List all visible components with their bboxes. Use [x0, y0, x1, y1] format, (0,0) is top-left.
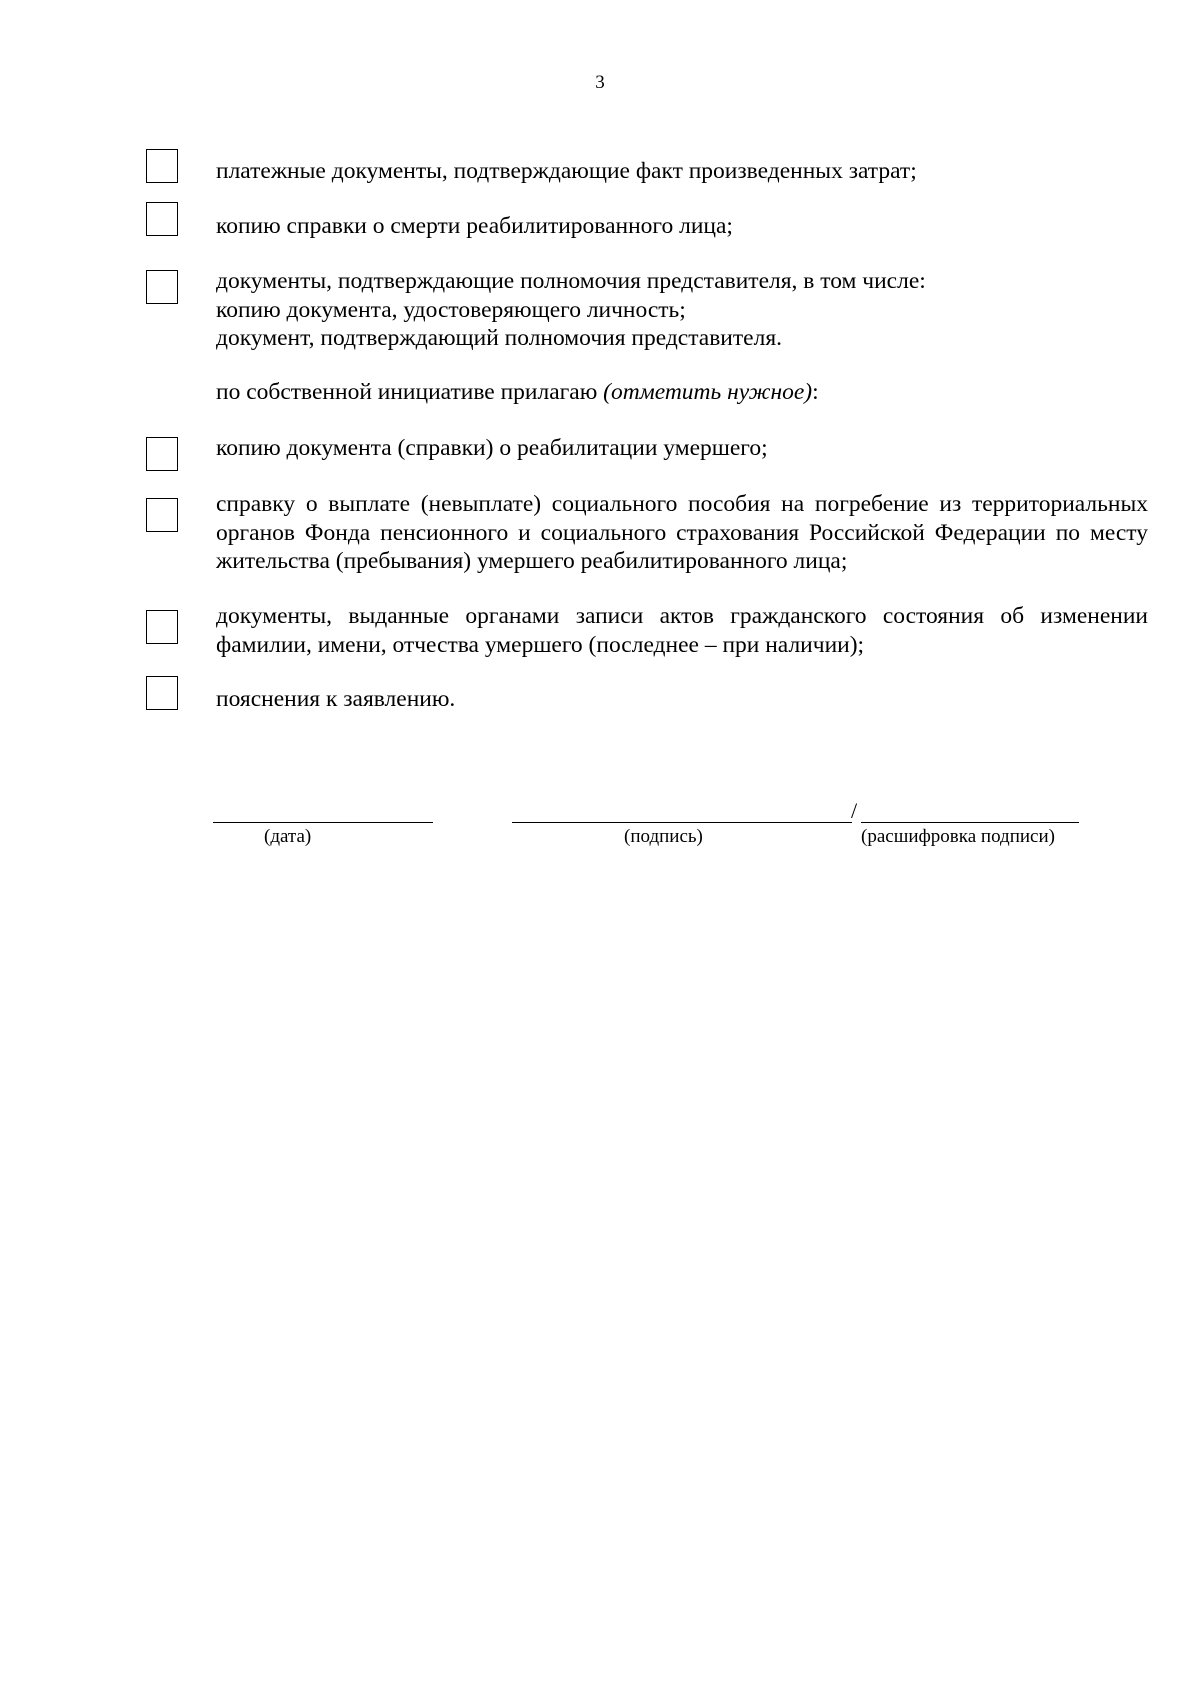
checkbox-representative-documents[interactable] [146, 270, 178, 304]
item-text: копию документа (справки) о реабилитации умершего; [216, 435, 768, 461]
date-label: (дата) [264, 826, 312, 847]
item-text: справку о выплате (невыплате) социального пособия на погребение из территориальных [216, 491, 1148, 517]
checkbox-burial-benefit-certificate[interactable] [146, 498, 178, 532]
checkbox-payment-documents[interactable] [146, 149, 178, 183]
page-number: 3 [595, 72, 605, 93]
checkbox-explanations[interactable] [146, 676, 178, 710]
item-rehabilitation-certificate [216, 434, 1148, 463]
initiative-heading [216, 378, 1148, 407]
signature-decoding-label: (расшифровка подписи) [861, 826, 1055, 847]
item-payment-documents [216, 157, 1148, 186]
item-text: органов Фонда пенсионного и социального страхования Российской Федерации по месту [216, 519, 1148, 546]
initiative-heading-suffix: : [812, 379, 819, 405]
item-representative-documents [216, 267, 1148, 353]
checkbox-rehabilitation-certificate[interactable] [146, 437, 178, 471]
initiative-heading-italic: (отметить нужное) [603, 379, 813, 405]
item-text: копию документа, удостоверяющего личность; [216, 296, 686, 323]
item-text: копию справки о смерти реабилитированного лица; [216, 213, 733, 239]
item-text: жительства (пребывания) умершего реабилитированного лица; [216, 548, 848, 574]
item-text: фамилии, имени, отчества умершего (последнее – при наличии); [216, 631, 865, 658]
signature-line[interactable] [512, 822, 852, 823]
item-burial-benefit-certificate [216, 490, 1148, 576]
item-text: документы, подтверждающие полномочия представителя, в том числе: [216, 268, 926, 294]
slash-separator: / [851, 798, 858, 823]
checkbox-death-certificate-copy[interactable] [146, 202, 178, 236]
initiative-heading-prefix: по собственной инициативе прилагаю [216, 379, 604, 405]
item-text: платежные документы, подтверждающие факт произведенных затрат; [216, 158, 917, 184]
item-text: документ, подтверждающий полномочия представителя. [216, 325, 782, 351]
date-line[interactable] [213, 822, 433, 823]
item-text: документы, выданные органами записи актов гражданского состояния об изменении [216, 603, 1148, 629]
signature-label: (подпись) [624, 826, 703, 847]
checkbox-civil-registry-documents[interactable] [146, 610, 178, 644]
item-civil-registry-documents [216, 602, 1148, 659]
item-death-certificate-copy [216, 212, 1148, 241]
item-explanations [216, 685, 1148, 714]
signature-decoding-line[interactable] [861, 822, 1079, 823]
item-text: пояснения к заявлению. [216, 686, 456, 712]
